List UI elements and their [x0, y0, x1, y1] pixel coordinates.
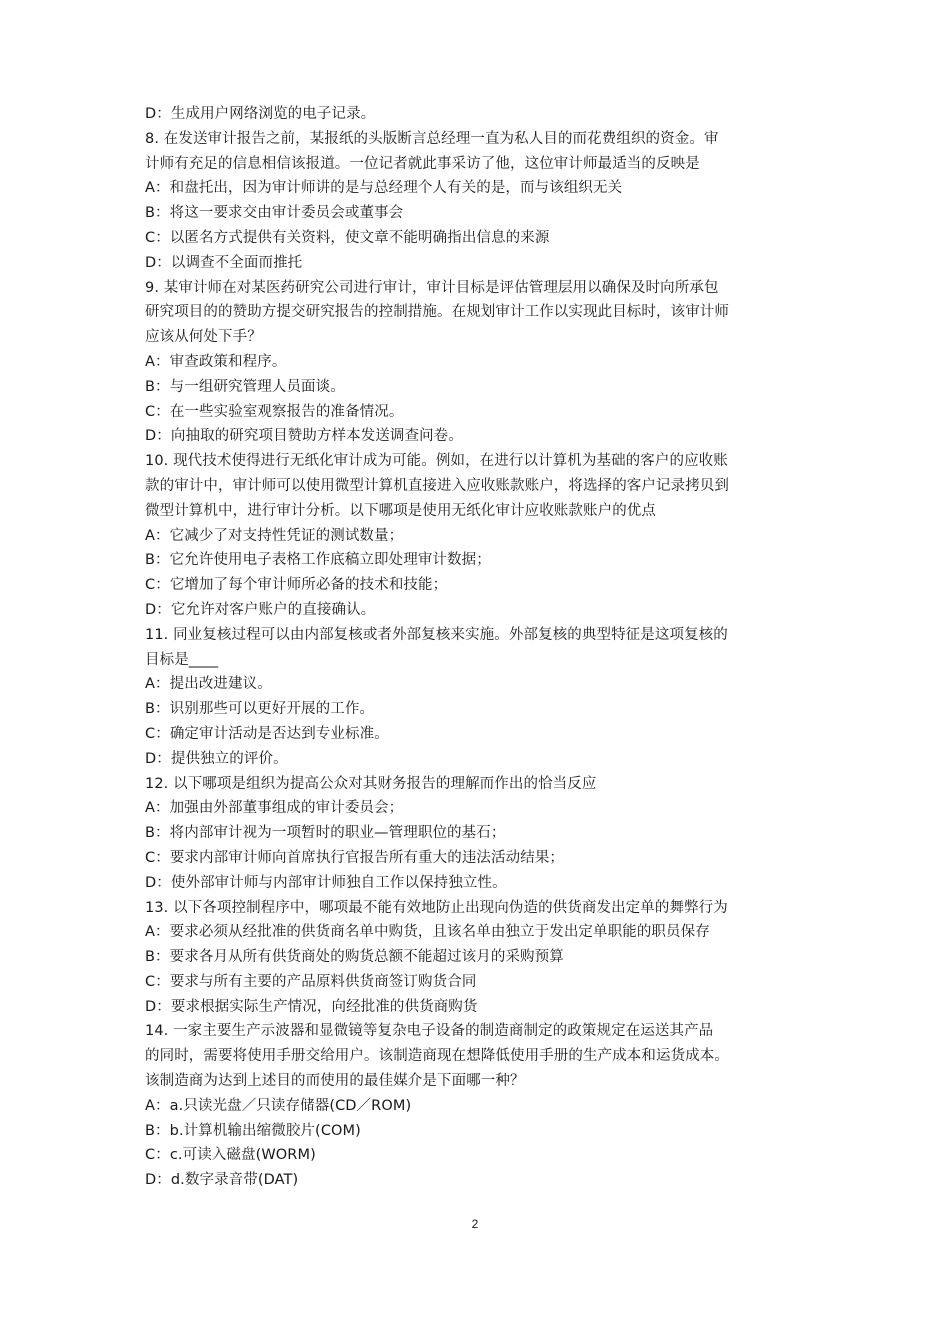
- option-line: B：识别那些可以更好开展的工作。: [145, 701, 375, 718]
- option-line: C：要求内部审计师向首席执行官报告所有重大的违法活动结果；: [145, 849, 565, 866]
- question-8-line: 8. 在发送审计报告之前，某报纸的头版断言总经理一直为私人目的而花费组织的资金。审: [145, 130, 719, 147]
- option-line: B：b.计算机输出缩微胶片(COM): [145, 1122, 361, 1139]
- option-line: B：将内部审计视为一项暂时的职业—管理职位的基石；: [145, 825, 506, 842]
- option-line: A：它减少了对支持性凭证的测试数量；: [145, 527, 404, 544]
- question-9-line: 9. 某审计师在对某医药研究公司进行审计，审计目标是评估管理层用以确保及时向所承包: [145, 279, 719, 296]
- text-line: 目标是____: [145, 651, 219, 668]
- option-line: C：以匿名方式提供有关资料，使文章不能明确指出信息的来源: [145, 229, 550, 246]
- option-line: C：确定审计活动是否达到专业标准。: [145, 725, 389, 742]
- option-line: D：提供独立的评价。: [145, 750, 288, 767]
- option-line: B：将这一要求交由审计委员会或董事会: [145, 205, 404, 222]
- option-line: D：d.数字录音带(DAT): [145, 1172, 299, 1189]
- question-14-line: 14. 一家主要生产示波器和显微镜等复杂电子设备的制造商制定的政策规定在运送其产品: [145, 1023, 714, 1040]
- option-line: B：它允许使用电子表格工作底稿立即处理审计数据；: [145, 552, 491, 569]
- text-line: 的同时，需要将使用手册交给用户。该制造商现在想降低使用手册的生产成本和运货成本。: [145, 1048, 729, 1065]
- option-line: A：审查政策和程序。: [145, 353, 287, 370]
- option-line: A：加强由外部董事组成的审计委员会；: [145, 800, 404, 817]
- text-line: D：生成用户网络浏览的电子记录。: [145, 106, 376, 122]
- option-line: A：要求必须从经批准的供货商名单中购货，且该名单由独立于发出定单职能的职员保存: [145, 924, 710, 941]
- option-line: D：以调查不全面而推托: [145, 254, 303, 271]
- option-line: C：它增加了每个审计师所必备的技术和技能；: [145, 577, 448, 594]
- option-line: D：向抽取的研究项目赞助方样本发送调查问卷。: [145, 428, 463, 445]
- text-line: 款的审计中，审计师可以使用微型计算机直接进入应收账款账户，将选择的客户记录拷贝到: [145, 477, 729, 494]
- option-line: D：要求根据实际生产情况，向经批准的供货商购货: [145, 998, 478, 1015]
- question-12-line: 12. 以下哪项是组织为提高公众对其财务报告的理解而作出的恰当反应: [145, 775, 597, 792]
- question-13-line: 13. 以下各项控制程序中，哪项最不能有效地防止出现向伪造的供货商发出定单的舞弊行为: [145, 899, 728, 916]
- document-body: [145, 102, 815, 1193]
- question-10-line: 10. 现代技术使得进行无纸化审计成为可能。例如，在进行以计算机为基础的客户的应收账: [145, 453, 728, 470]
- text-line: 计师有充足的信息相信该报道。一位记者就此事采访了他，这位审计师最适当的反映是: [145, 155, 700, 172]
- option-line: C：c.可读入磁盘(WORM): [145, 1147, 316, 1164]
- text-line: 研究项目的的赞助方提交研究报告的控制措施。在规划审计工作以实现此目标时，该审计师: [145, 304, 729, 321]
- option-line: C：在一些实验室观察报告的准备情况。: [145, 403, 404, 420]
- option-line: B：与一组研究管理人员面谈。: [145, 378, 345, 395]
- option-line: D：它允许对客户账户的直接确认。: [145, 601, 376, 618]
- option-line: C：要求与所有主要的产品原料供货商签订购货合同: [145, 973, 477, 990]
- text-line: 该制造商为达到上述目的而使用的最佳媒介是下面哪一种？: [145, 1073, 525, 1090]
- option-line: D：使外部审计师与内部审计师独自工作以保持独立性。: [145, 874, 507, 891]
- text-line: 应该从何处下手？: [145, 329, 262, 346]
- option-line: A：a.只读光盘／只读存储器(CD／ROM): [145, 1097, 412, 1114]
- text-line: 微型计算机中，进行审计分析。以下哪项是使用无纸化审计应收账款账户的优点: [145, 502, 656, 519]
- option-line: A：提出改进建议。: [145, 676, 272, 693]
- option-line: B：要求各月从所有供货商处的购货总额不能超过该月的采购预算: [145, 949, 564, 966]
- page-number: 2: [471, 1217, 479, 1231]
- option-line: A：和盘托出，因为审计师讲的是与总经理个人有关的是，而与该组织无关: [145, 180, 623, 197]
- question-11-line: 11. 同业复核过程可以由内部复核或者外部复核来实施。外部复核的典型特征是这项复核的: [145, 626, 728, 643]
